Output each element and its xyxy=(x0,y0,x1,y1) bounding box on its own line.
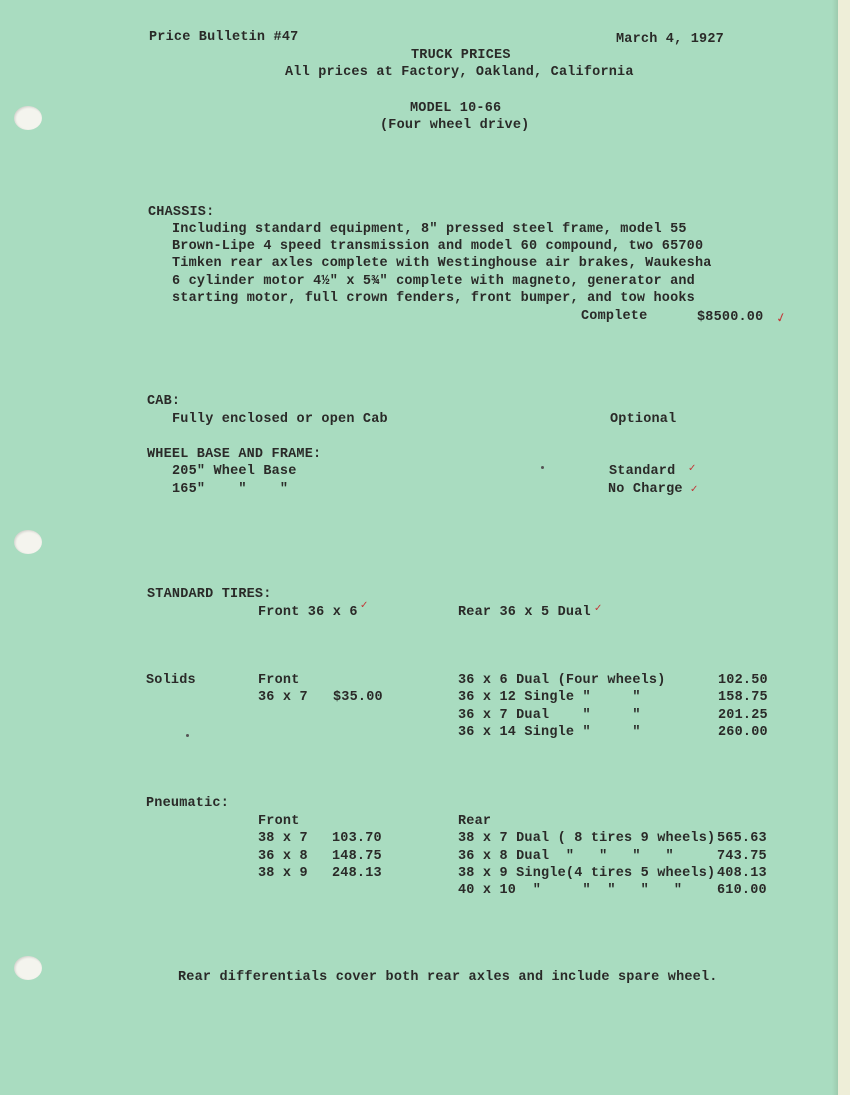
standard-tires-heading: STANDARD TIRES: xyxy=(147,587,272,602)
solids-rear-desc: 36 x 7 Dual " " xyxy=(458,708,641,723)
pneumatic-front-price: 248.13 xyxy=(332,866,382,881)
chassis-complete-label: Complete xyxy=(581,309,648,324)
chassis-heading: CHASSIS: xyxy=(148,205,215,220)
solids-rear-price: 158.75 xyxy=(718,690,768,705)
chassis-line: Brown-Lipe 4 speed transmission and model 60 compound, two 65700 xyxy=(172,239,704,254)
solids-rear-price: 260.00 xyxy=(718,725,768,740)
ink-speck xyxy=(186,734,189,737)
pneumatic-rear-price: 565.63 xyxy=(717,831,767,846)
cab-heading: CAB: xyxy=(147,394,181,409)
wheelbase-row-label: 205" Wheel Base xyxy=(172,464,297,479)
solids-rear-price: 102.50 xyxy=(718,673,768,688)
pneumatic-rear-desc: 40 x 10 " " " " " xyxy=(458,883,683,898)
check-mark-icon: ✓ xyxy=(690,484,699,495)
pneumatic-rear-price: 743.75 xyxy=(717,849,767,864)
ink-speck xyxy=(541,466,544,469)
wheelbase-heading: WHEEL BASE AND FRAME: xyxy=(147,447,322,462)
page-subtitle: All prices at Factory, Oakland, California xyxy=(285,65,634,80)
standard-tires-rear: Rear 36 x 5 Dual xyxy=(458,605,591,620)
page-title: TRUCK PRICES xyxy=(411,48,511,63)
pneumatic-rear-desc: 38 x 7 Dual ( 8 tires 9 wheels) xyxy=(458,831,716,846)
pneumatic-front-price: 148.75 xyxy=(332,849,382,864)
solids-front-price: $35.00 xyxy=(333,690,383,705)
check-mark-icon: ✓ xyxy=(594,603,603,614)
bulletin-date: March 4, 1927 xyxy=(616,32,724,47)
punch-hole xyxy=(14,106,42,130)
chassis-line: starting motor, full crown fenders, front bumper, and tow hooks xyxy=(172,291,695,306)
pneumatic-rear-price: 610.00 xyxy=(717,883,767,898)
pneumatic-rear-desc: 36 x 8 Dual " " " " xyxy=(458,849,674,864)
pneumatic-rear-heading: Rear xyxy=(458,814,492,829)
pneumatic-rear-price: 408.13 xyxy=(717,866,767,881)
chassis-line: 6 cylinder motor 4½" x 5¾" complete with magneto, generator and xyxy=(172,274,695,289)
punch-hole xyxy=(14,530,42,554)
page-edge xyxy=(838,0,850,1095)
pneumatic-front-size: 36 x 8 xyxy=(258,849,308,864)
pneumatic-label: Pneumatic: xyxy=(146,796,230,811)
check-mark-icon: ✓ xyxy=(360,600,369,611)
wheelbase-row-label: 165" " " xyxy=(172,482,289,497)
pneumatic-front-price: 103.70 xyxy=(332,831,382,846)
pneumatic-front-size: 38 x 9 xyxy=(258,866,308,881)
solids-rear-price: 201.25 xyxy=(718,708,768,723)
model-name: MODEL 10-66 xyxy=(410,101,502,116)
check-mark-icon: ✓ xyxy=(774,309,789,328)
wheelbase-row-value: Standard xyxy=(609,464,676,479)
chassis-line: Timken rear axles complete with Westinghouse air brakes, Waukesha xyxy=(172,256,712,271)
wheelbase-row-value: No Charge xyxy=(608,482,683,497)
pneumatic-rear-desc: 38 x 9 Single(4 tires 5 wheels) xyxy=(458,866,716,881)
solids-front-heading: Front xyxy=(258,673,300,688)
solids-rear-desc: 36 x 14 Single " " xyxy=(458,725,641,740)
footer-note: Rear differentials cover both rear axles and include spare wheel. xyxy=(178,970,718,985)
cab-line: Fully enclosed or open Cab xyxy=(172,412,388,427)
chassis-line: Including standard equipment, 8" pressed steel frame, model 55 xyxy=(172,222,687,237)
check-mark-icon: ✓ xyxy=(688,463,697,474)
solids-front-size: 36 x 7 xyxy=(258,690,308,705)
cab-value: Optional xyxy=(610,412,677,427)
solids-rear-desc: 36 x 6 Dual (Four wheels) xyxy=(458,673,666,688)
solids-label: Solids xyxy=(146,673,196,688)
solids-rear-desc: 36 x 12 Single " " xyxy=(458,690,641,705)
bulletin-number: Price Bulletin #47 xyxy=(149,30,299,45)
pneumatic-front-size: 38 x 7 xyxy=(258,831,308,846)
chassis-price: $8500.00 xyxy=(697,310,764,325)
pneumatic-front-heading: Front xyxy=(258,814,300,829)
standard-tires-front: Front 36 x 6 xyxy=(258,605,358,620)
model-note: (Four wheel drive) xyxy=(380,118,530,133)
punch-hole xyxy=(14,956,42,980)
